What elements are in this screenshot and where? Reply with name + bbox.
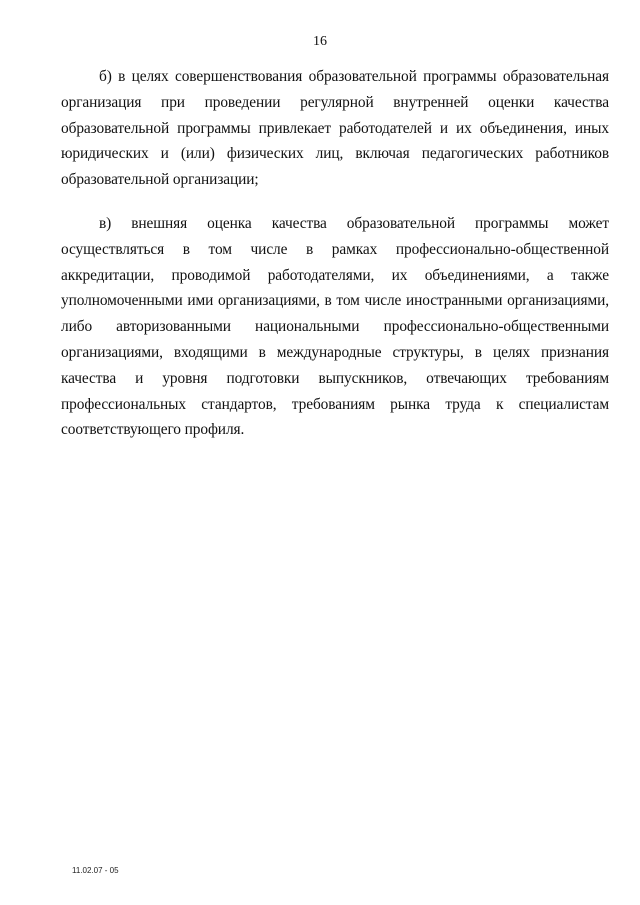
page-number: 16 xyxy=(313,34,327,49)
footer-document-code: 11.02.07 - 05 xyxy=(72,866,119,875)
document-body xyxy=(61,64,609,461)
paragraph-v: в) внешняя оценка качества образовательной программы может осуществляться в том числе в рамках профессионально-общественной аккредитации, проводимой работодателями, их объединениями, а также уполномоченными ими организациями, в том числе иностранными организациями, либо авторизованными национальными профессионально-общественными организациями, входящими в международные структуры, в целях признания качества и уровня подготовки выпускников, отвечающих требованиям профессиональных стандартов, требованиям рынка труда к специалистам соответствующего профиля. xyxy=(61,214,609,439)
paragraph-b: б) в целях совершенствования образовательной программы образовательная организация при проведении регулярной внутренней оценки качества образовательной программы привлекает работодателей и их объединения, иных юридических и (или) физических лиц, включая педагогических работников образовательной организации; xyxy=(61,68,609,189)
